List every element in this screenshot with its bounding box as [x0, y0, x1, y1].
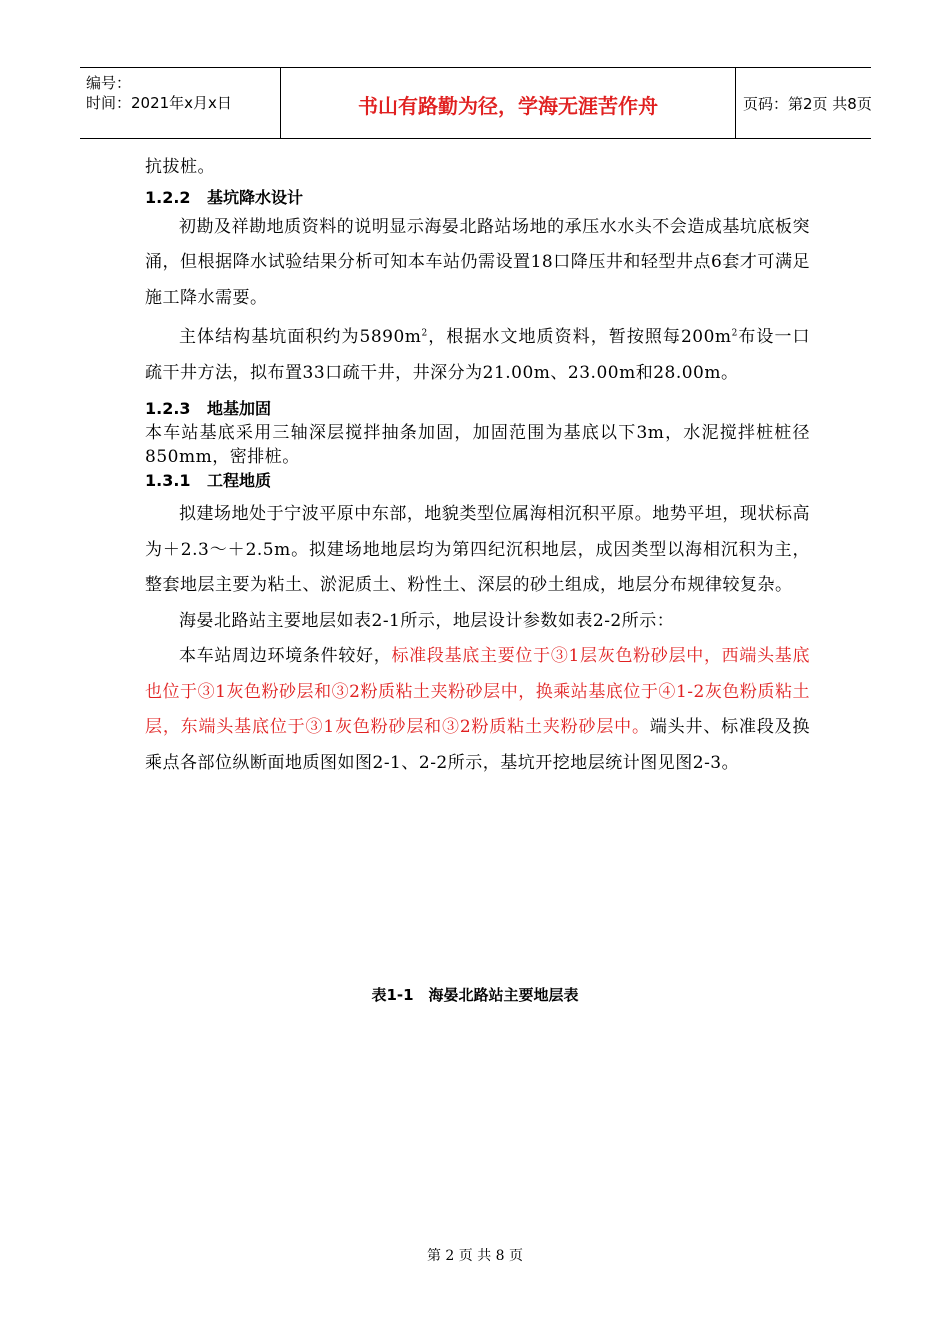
- text-span: ，根据水文地质资料，暂按照每200m: [427, 327, 732, 347]
- time-label: 时间：2021年x月x日: [86, 94, 232, 112]
- section-heading-1-2-3: [145, 397, 810, 421]
- section-number: 1.3.1: [145, 471, 191, 490]
- page-footer: 第 2 页 共 8 页: [426, 1248, 524, 1264]
- text-span: 本车站周边环境条件较好，: [179, 646, 392, 666]
- section-number: 1.2.2: [145, 187, 191, 207]
- paragraph-dewatering: 初勘及祥勘地质资料的说明显示海晏北路站场地的承压水水头不会造成基坑底板突涌，但根据降水试验结果分析可知本车站仍需设置18口降压井和轻型井点6套才可满足施工降水需要。: [145, 216, 810, 308]
- code-label: 编号：: [86, 74, 132, 92]
- section-heading-1-2-2: [145, 186, 810, 210]
- paragraph-wells: [145, 320, 810, 391]
- text-span: 端头井、标准段及换乘点各部位纵断面地质图如图2-1、2-2所示，基坑开挖地层统计图见图2-3。: [145, 717, 811, 773]
- paragraph-foundation: 本车站基底采用三轴深层搅拌抽条加固，加固范围为基底以下3m，水泥搅拌桩桩径850mm，密排桩。: [145, 423, 810, 467]
- superscript: 2: [731, 328, 738, 339]
- section-heading-1-3-1: [145, 469, 810, 493]
- document-body: [145, 150, 810, 781]
- section-title: 工程地质: [207, 471, 272, 490]
- paragraph-strata-ref: 海晏北路站主要地层如表2-1所示，地层设计参数如表2-2所示：: [179, 610, 675, 631]
- table-caption: 表1-1 海晏北路站主要地层表: [371, 986, 579, 1004]
- page-number-label: 页码：第2页 共8页: [743, 95, 872, 113]
- header-motto-cell: [280, 68, 736, 138]
- page-header: [80, 67, 871, 139]
- continued-line: 抗拔桩。: [145, 157, 215, 177]
- section-number: 1.2.3: [145, 399, 191, 418]
- highlighted-text: 标准段基底主要位于③1层灰色粉砂层中，西端头基底也位于③1灰色粉砂层和③2粉质粘土夹粉砂层中，换乘站基底位于④1-2灰色粉质粘土层，东端头基底位于③1灰色粉砂层和③2粉质粘土夹粉砂层中。: [145, 646, 810, 737]
- text-span: 主体结构基坑面积约为5890m: [179, 327, 422, 347]
- paragraph-geology: 拟建场地处于宁波平原中东部，地貌类型位属海相沉积平原。地势平坦，现状标高为＋2.3～＋2.5m。拟建场地地层均为第四纪沉积地层，成因类型以海相沉积为主，整套地层主要为粘土、淤泥质土、粉性土、深层的砂土组成，地层分布规律较复杂。: [145, 504, 810, 595]
- paragraph-foundation-layers: [145, 639, 810, 781]
- header-page-cell: [735, 68, 871, 138]
- text-span: 布设一口疏干井方法，拟布置33口疏干井，井深分为21.00m、23.00m和28.00m。: [145, 327, 811, 383]
- section-title: 基坑降水设计: [207, 187, 304, 207]
- superscript: 2: [421, 328, 428, 339]
- header-info-cell: [80, 68, 280, 138]
- motto: 书山有路勤为径，学海无涯苦作舟: [358, 94, 658, 118]
- section-title: 地基加固: [207, 399, 272, 418]
